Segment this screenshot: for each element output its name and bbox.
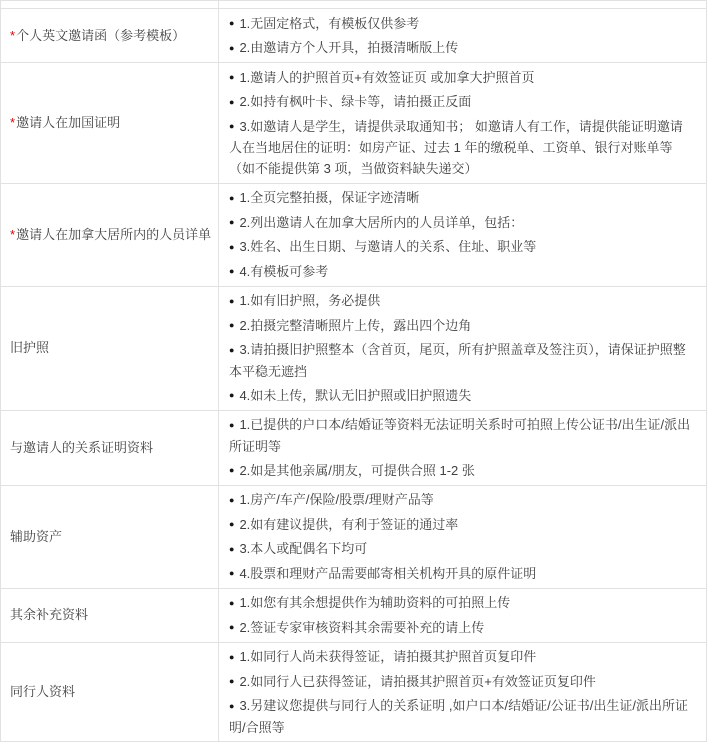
requirement-item (229, 236, 694, 258)
document-name-cell (1, 9, 219, 62)
requirement-text: 1.全页完整拍摄，保证字迹清晰 (239, 190, 419, 205)
bullet-icon: ● (229, 296, 234, 306)
requirement-item (229, 91, 694, 113)
document-name-cell (1, 287, 219, 410)
requirement-text: 1.如您有其余想提供作为辅助资料的可拍照上传 (239, 595, 510, 610)
table-row (1, 63, 706, 184)
requirement-text: 3.姓名、出生日期、与邀请人的关系、住址、职业等 (239, 239, 536, 254)
document-name-line (10, 226, 211, 244)
requirement-item (229, 617, 694, 639)
requirement-text: 2.如有建议提供，有利于签证的通过率 (239, 517, 458, 532)
bullet-icon: ● (229, 390, 234, 400)
requirement-item (229, 67, 694, 89)
requirements-cell (219, 411, 706, 485)
bullet-icon: ● (229, 217, 234, 227)
requirement-item (229, 514, 694, 536)
table-row (1, 287, 706, 411)
requirements-cell (219, 589, 706, 642)
bullet-icon: ● (229, 97, 234, 107)
document-name: 其余补充资料 (10, 607, 88, 622)
document-name-cell (1, 63, 219, 183)
document-name-cell (1, 486, 219, 588)
requirement-item (229, 187, 694, 209)
table-row (1, 643, 706, 742)
bullet-icon: ● (229, 420, 234, 430)
requirement-text: 2.拍摄完整清晰照片上传，露出四个边角 (239, 318, 471, 333)
requirements-cell (219, 9, 706, 62)
required-asterisk: * (10, 115, 15, 130)
bullet-icon: ● (229, 622, 234, 632)
requirement-item (229, 37, 694, 59)
requirement-text: 2.列出邀请人在加拿大居所内的人员详单，包括： (239, 215, 523, 230)
bullet-icon: ● (229, 568, 234, 578)
bullet-icon: ● (229, 266, 234, 276)
requirement-text: 1.如同行人尚未获得签证，请拍摄其护照首页复印件 (239, 649, 536, 664)
requirements-cell (219, 486, 706, 588)
document-name: 与邀请人的关系证明资料 (10, 440, 153, 455)
table-row (1, 9, 706, 63)
requirement-text: 1.已提供的户口本/结婚证等资料无法证明关系时可拍照上传公证书/出生证/派出所证明等 (229, 417, 690, 454)
bullet-icon: ● (229, 519, 234, 529)
requirement-item (229, 290, 694, 312)
requirements-cell (219, 184, 706, 286)
requirement-text: 3.另建议您提供与同行人的关系证明 ,如户口本/结婚证/公证书/出生证/派出所证明/合照等 (229, 698, 688, 735)
requirement-text: 1.邀请人的护照首页+有效签证页 或加拿大护照首页 (239, 70, 534, 85)
requirements-cell (219, 287, 706, 410)
document-name-cell (1, 411, 219, 485)
bullet-icon: ● (229, 544, 234, 554)
bullet-icon: ● (229, 345, 234, 355)
bullet-icon: ● (229, 652, 234, 662)
bullet-icon: ● (229, 320, 234, 330)
requirement-item (229, 695, 694, 738)
requirement-item (229, 538, 694, 560)
document-name-line (10, 114, 120, 132)
document-name-line (10, 528, 62, 546)
bullet-icon: ● (229, 465, 234, 475)
requirement-item (229, 339, 694, 382)
requirements-cell (219, 1, 706, 8)
requirement-item (229, 592, 694, 614)
document-name: 辅助资产 (10, 529, 62, 544)
table-row (1, 486, 706, 589)
bullet-icon: ● (229, 193, 234, 203)
requirement-text: 4.股票和理财产品需要邮寄相关机构开具的原件证明 (239, 566, 536, 581)
requirement-text: 1.无固定格式，有模板仅供参考 (239, 16, 419, 31)
bullet-icon: ● (229, 701, 234, 711)
bullet-icon: ● (229, 121, 234, 131)
requirement-item (229, 315, 694, 337)
requirement-item (229, 13, 694, 35)
document-name: 邀请人在加国证明 (16, 115, 120, 130)
bullet-icon: ● (229, 18, 234, 28)
requirement-text: 1.房产/车产/保险/股票/理财产品等 (239, 492, 433, 507)
requirement-item (229, 261, 694, 283)
table-row (1, 411, 706, 486)
document-name: 旧护照 (10, 340, 49, 355)
requirement-text: 2.如持有枫叶卡、绿卡等，请拍摄正反面 (239, 94, 471, 109)
bullet-icon: ● (229, 43, 234, 53)
document-name-line (10, 683, 75, 701)
document-name-line (10, 339, 49, 357)
requirement-text: 4.如未上传，默认无旧护照或旧护照遗失 (239, 388, 471, 403)
requirement-item (229, 489, 694, 511)
requirement-item (229, 116, 694, 180)
document-name: 个人英文邀请函（参考模板） (16, 28, 185, 43)
document-name-line (10, 606, 88, 624)
requirement-item (229, 460, 694, 482)
requirement-item (229, 212, 694, 234)
bullet-icon: ● (229, 598, 234, 608)
requirement-item (229, 671, 694, 693)
document-name-cell (1, 184, 219, 286)
document-name-cell (1, 643, 219, 742)
document-name-line (10, 439, 153, 457)
requirement-text: 3.请拍摄旧护照整本（含首页，尾页，所有护照盖章及签注页），请保证护照整本平稳无遮挡 (229, 342, 686, 379)
requirements-cell (219, 63, 706, 183)
requirement-text: 3.如邀请人是学生，请提供录取通知书； 如邀请人有工作，请提供能证明邀请人在当地居住的证明：如房产证、过去 1 年的缴税单、工资单、银行对账单等（如不能提供第 3 项，当做资料缺失递交） (229, 119, 683, 177)
requirement-text: 2.如同行人已获得签证，请拍摄其护照首页+有效签证页复印件 (239, 674, 595, 689)
document-name-line (10, 27, 185, 45)
requirement-item (229, 385, 694, 407)
table-row (1, 589, 706, 643)
bullet-icon: ● (229, 495, 234, 505)
required-asterisk: * (10, 28, 15, 43)
requirement-text: 2.如是其他亲属/朋友，可提供合照 1-2 张 (239, 463, 474, 478)
requirement-text: 1.如有旧护照，务必提供 (239, 293, 380, 308)
requirements-cell (219, 643, 706, 742)
requirement-item (229, 414, 694, 457)
document-name: 同行人资料 (10, 684, 75, 699)
document-name-cell (1, 1, 219, 8)
table-row (1, 184, 706, 287)
document-name: 邀请人在加拿大居所内的人员详单 (16, 227, 211, 242)
requirement-item (229, 563, 694, 585)
document-name-cell (1, 589, 219, 642)
requirement-text: 3.本人或配偶名下均可 (239, 541, 367, 556)
requirement-item (229, 646, 694, 668)
required-asterisk: * (10, 227, 15, 242)
requirement-text: 2.签证专家审核资料其余需要补充的请上传 (239, 620, 484, 635)
table-row-partial (1, 1, 706, 9)
requirement-text: 4.有模板可参考 (239, 264, 328, 279)
bullet-icon: ● (229, 72, 234, 82)
bullet-icon: ● (229, 242, 234, 252)
requirement-text: 2.由邀请方个人开具，拍摄清晰版上传 (239, 40, 458, 55)
bullet-icon: ● (229, 676, 234, 686)
